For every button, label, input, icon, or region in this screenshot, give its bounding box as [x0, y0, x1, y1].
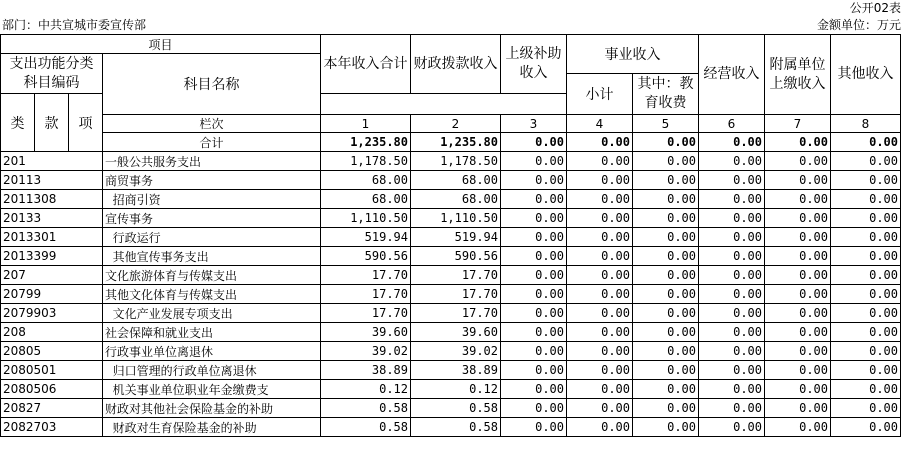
row-value: 0.00	[501, 399, 567, 418]
row-value: 0.00	[765, 209, 831, 228]
row-value: 0.00	[765, 247, 831, 266]
row-value: 1,110.50	[321, 209, 411, 228]
row-value: 0.00	[831, 304, 901, 323]
row-code: 2080501	[1, 361, 103, 380]
row-value: 0.00	[633, 342, 699, 361]
row-name: 财政对其他社会保险基金的补助	[103, 399, 321, 418]
row-value: 39.60	[411, 323, 501, 342]
row-value: 0.00	[501, 323, 567, 342]
row-value: 39.60	[321, 323, 411, 342]
row-value: 0.00	[699, 209, 765, 228]
row-code: 207	[1, 266, 103, 285]
row-value: 0.00	[633, 380, 699, 399]
row-value: 0.00	[633, 152, 699, 171]
row-value: 0.58	[321, 399, 411, 418]
total-label: 合计	[103, 133, 321, 152]
row-code: 2013399	[1, 247, 103, 266]
row-value: 0.00	[831, 152, 901, 171]
row-value: 0.00	[699, 152, 765, 171]
row-value: 38.89	[411, 361, 501, 380]
header-kuan: 款	[35, 94, 69, 152]
row-value: 0.00	[501, 361, 567, 380]
table-row	[1, 304, 901, 323]
table-row	[1, 152, 901, 171]
row-value: 0.00	[567, 228, 633, 247]
header-total-income: 本年收入合计	[321, 35, 411, 94]
row-value: 0.00	[567, 323, 633, 342]
row-value: 0.00	[765, 361, 831, 380]
row-value: 0.00	[567, 152, 633, 171]
row-name: 其他宣传事务支出	[103, 247, 321, 266]
row-value: 0.00	[831, 399, 901, 418]
header-superior: 上级补助收入	[501, 35, 567, 94]
row-value: 0.00	[501, 152, 567, 171]
row-value: 0.00	[567, 342, 633, 361]
table-row	[1, 266, 901, 285]
row-value: 0.00	[831, 228, 901, 247]
row-value: 0.00	[765, 323, 831, 342]
row-value: 0.00	[831, 190, 901, 209]
row-value: 0.00	[633, 323, 699, 342]
row-value: 0.00	[831, 266, 901, 285]
row-code: 2082703	[1, 418, 103, 437]
row-name: 社会保障和就业支出	[103, 323, 321, 342]
total-value: 0.00	[831, 133, 901, 152]
row-value: 0.00	[633, 171, 699, 190]
row-code: 2013301	[1, 228, 103, 247]
header-func-code: 支出功能分类科目编码	[1, 54, 103, 94]
row-value: 0.00	[831, 323, 901, 342]
total-value: 0.00	[699, 133, 765, 152]
row-value: 39.02	[321, 342, 411, 361]
colnum-6: 6	[699, 115, 765, 133]
total-value: 0.00	[501, 133, 567, 152]
row-value: 0.00	[765, 285, 831, 304]
row-value: 0.00	[633, 190, 699, 209]
header-edu: 其中：教育收费	[633, 74, 699, 115]
row-name: 行政运行	[103, 228, 321, 247]
row-code: 20805	[1, 342, 103, 361]
row-value: 0.00	[765, 380, 831, 399]
header-fiscal: 财政拨款收入	[411, 35, 501, 94]
row-value: 0.00	[699, 399, 765, 418]
row-value: 0.00	[765, 342, 831, 361]
row-name: 招商引资	[103, 190, 321, 209]
header-business: 事业收入	[567, 35, 699, 74]
row-name: 行政事业单位离退休	[103, 342, 321, 361]
row-value: 0.00	[501, 171, 567, 190]
colnum-8: 8	[831, 115, 901, 133]
row-value: 68.00	[411, 190, 501, 209]
table-row	[1, 247, 901, 266]
row-value: 0.00	[567, 190, 633, 209]
row-value: 0.00	[699, 361, 765, 380]
table-row	[1, 285, 901, 304]
row-value: 0.00	[633, 228, 699, 247]
row-value: 519.94	[411, 228, 501, 247]
row-value: 1,110.50	[411, 209, 501, 228]
row-value: 0.00	[831, 247, 901, 266]
row-value: 0.00	[765, 152, 831, 171]
row-value: 0.00	[699, 323, 765, 342]
row-value: 0.00	[567, 418, 633, 437]
row-value: 0.00	[567, 399, 633, 418]
row-value: 0.00	[765, 418, 831, 437]
row-value: 0.00	[633, 418, 699, 437]
unit-label: 金额单位：万元	[816, 18, 901, 32]
row-value: 17.70	[411, 285, 501, 304]
row-code: 20113	[1, 171, 103, 190]
row-value: 0.00	[633, 304, 699, 323]
top-line	[0, 0, 905, 16]
row-value: 0.00	[699, 380, 765, 399]
row-value: 0.00	[765, 171, 831, 190]
header-other: 其他收入	[831, 35, 901, 115]
row-value: 1,178.50	[411, 152, 501, 171]
row-value: 590.56	[321, 247, 411, 266]
table-row	[1, 171, 901, 190]
header-operating: 经营收入	[699, 35, 765, 115]
table-row	[1, 418, 901, 437]
row-value: 0.00	[501, 380, 567, 399]
row-value: 0.00	[633, 247, 699, 266]
row-value: 0.00	[699, 342, 765, 361]
row-value: 0.00	[501, 190, 567, 209]
row-value: 0.00	[501, 285, 567, 304]
row-name: 归口管理的行政单位离退休	[103, 361, 321, 380]
row-value: 0.00	[633, 209, 699, 228]
row-value: 0.00	[501, 418, 567, 437]
total-value: 1,235.80	[411, 133, 501, 152]
row-name: 文化产业发展专项支出	[103, 304, 321, 323]
row-value: 0.00	[831, 171, 901, 190]
row-value: 0.58	[411, 399, 501, 418]
table-row	[1, 380, 901, 399]
row-value: 0.00	[567, 380, 633, 399]
row-value: 0.00	[765, 399, 831, 418]
row-value: 0.00	[633, 399, 699, 418]
row-value: 0.00	[501, 209, 567, 228]
row-value: 38.89	[321, 361, 411, 380]
table-row	[1, 190, 901, 209]
row-value: 0.00	[831, 342, 901, 361]
row-value: 39.02	[411, 342, 501, 361]
row-value: 0.12	[321, 380, 411, 399]
row-code: 208	[1, 323, 103, 342]
row-value: 17.70	[411, 266, 501, 285]
row-value: 0.00	[765, 228, 831, 247]
row-name: 一般公共服务支出	[103, 152, 321, 171]
colnum-3: 3	[501, 115, 567, 133]
row-code: 201	[1, 152, 103, 171]
table-row	[1, 399, 901, 418]
row-value: 17.70	[321, 304, 411, 323]
row-name: 文化旅游体育与传媒支出	[103, 266, 321, 285]
row-value: 0.00	[765, 304, 831, 323]
table-row	[1, 228, 901, 247]
total-value: 0.00	[765, 133, 831, 152]
row-value: 0.00	[699, 304, 765, 323]
row-value: 0.00	[699, 247, 765, 266]
row-value: 0.58	[321, 418, 411, 437]
row-code: 2080506	[1, 380, 103, 399]
lanci-label: 栏次	[103, 115, 321, 133]
row-value: 0.00	[567, 247, 633, 266]
row-value: 0.00	[501, 304, 567, 323]
total-value: 1,235.80	[321, 133, 411, 152]
row-value: 0.00	[699, 285, 765, 304]
header-subject-name: 科目名称	[103, 54, 321, 115]
table-row	[1, 361, 901, 380]
header-lei: 类	[1, 94, 35, 152]
row-value: 0.00	[765, 190, 831, 209]
table-row	[1, 342, 901, 361]
colnum-1: 1	[321, 115, 411, 133]
row-value: 17.70	[321, 266, 411, 285]
row-code: 2079903	[1, 304, 103, 323]
row-name: 商贸事务	[103, 171, 321, 190]
row-value: 0.00	[567, 209, 633, 228]
row-value: 0.00	[699, 228, 765, 247]
colnum-7: 7	[765, 115, 831, 133]
row-value: 17.70	[411, 304, 501, 323]
row-value: 0.00	[633, 361, 699, 380]
row-value: 0.00	[567, 171, 633, 190]
row-value: 0.00	[633, 285, 699, 304]
row-value: 0.00	[567, 304, 633, 323]
row-name: 机关事业单位职业年金缴费支	[103, 380, 321, 399]
row-value: 0.00	[699, 190, 765, 209]
total-value: 0.00	[567, 133, 633, 152]
header-affiliated: 附属单位上缴收入	[765, 35, 831, 115]
row-value: 519.94	[321, 228, 411, 247]
header-xiangmu: 项目	[1, 35, 321, 54]
row-value: 0.12	[411, 380, 501, 399]
row-name: 其他文化体育与传媒支出	[103, 285, 321, 304]
row-value: 0.00	[567, 361, 633, 380]
row-value: 590.56	[411, 247, 501, 266]
row-value: 0.00	[633, 266, 699, 285]
row-value: 68.00	[321, 190, 411, 209]
row-value: 0.00	[501, 342, 567, 361]
row-value: 0.00	[765, 266, 831, 285]
row-value: 0.00	[831, 209, 901, 228]
row-value: 0.00	[699, 418, 765, 437]
row-value: 0.58	[411, 418, 501, 437]
row-value: 0.00	[567, 285, 633, 304]
table-row	[1, 209, 901, 228]
row-code: 2011308	[1, 190, 103, 209]
row-name: 财政对生育保险基金的补助	[103, 418, 321, 437]
row-value: 0.00	[501, 247, 567, 266]
table-row	[1, 323, 901, 342]
row-value: 0.00	[831, 418, 901, 437]
row-value: 0.00	[831, 380, 901, 399]
row-value: 17.70	[321, 285, 411, 304]
income-table	[0, 34, 901, 437]
row-code: 20827	[1, 399, 103, 418]
row-value: 0.00	[699, 266, 765, 285]
department-label: 部门：中共宣城市委宣传部	[2, 18, 147, 32]
colnum-5: 5	[633, 115, 699, 133]
header-xiang: 项	[69, 94, 103, 152]
colnum-2: 2	[411, 115, 501, 133]
header-subtotal: 小计	[567, 74, 633, 115]
form-code: 公开02表	[849, 1, 901, 15]
row-value: 0.00	[501, 228, 567, 247]
row-value: 1,178.50	[321, 152, 411, 171]
row-value: 0.00	[567, 266, 633, 285]
row-value: 68.00	[411, 171, 501, 190]
total-value: 0.00	[633, 133, 699, 152]
row-value: 0.00	[501, 266, 567, 285]
row-value: 0.00	[831, 285, 901, 304]
row-name: 宣传事务	[103, 209, 321, 228]
row-value: 68.00	[321, 171, 411, 190]
row-code: 20799	[1, 285, 103, 304]
colnum-4: 4	[567, 115, 633, 133]
row-code: 20133	[1, 209, 103, 228]
row-value: 0.00	[831, 361, 901, 380]
row-value: 0.00	[699, 171, 765, 190]
